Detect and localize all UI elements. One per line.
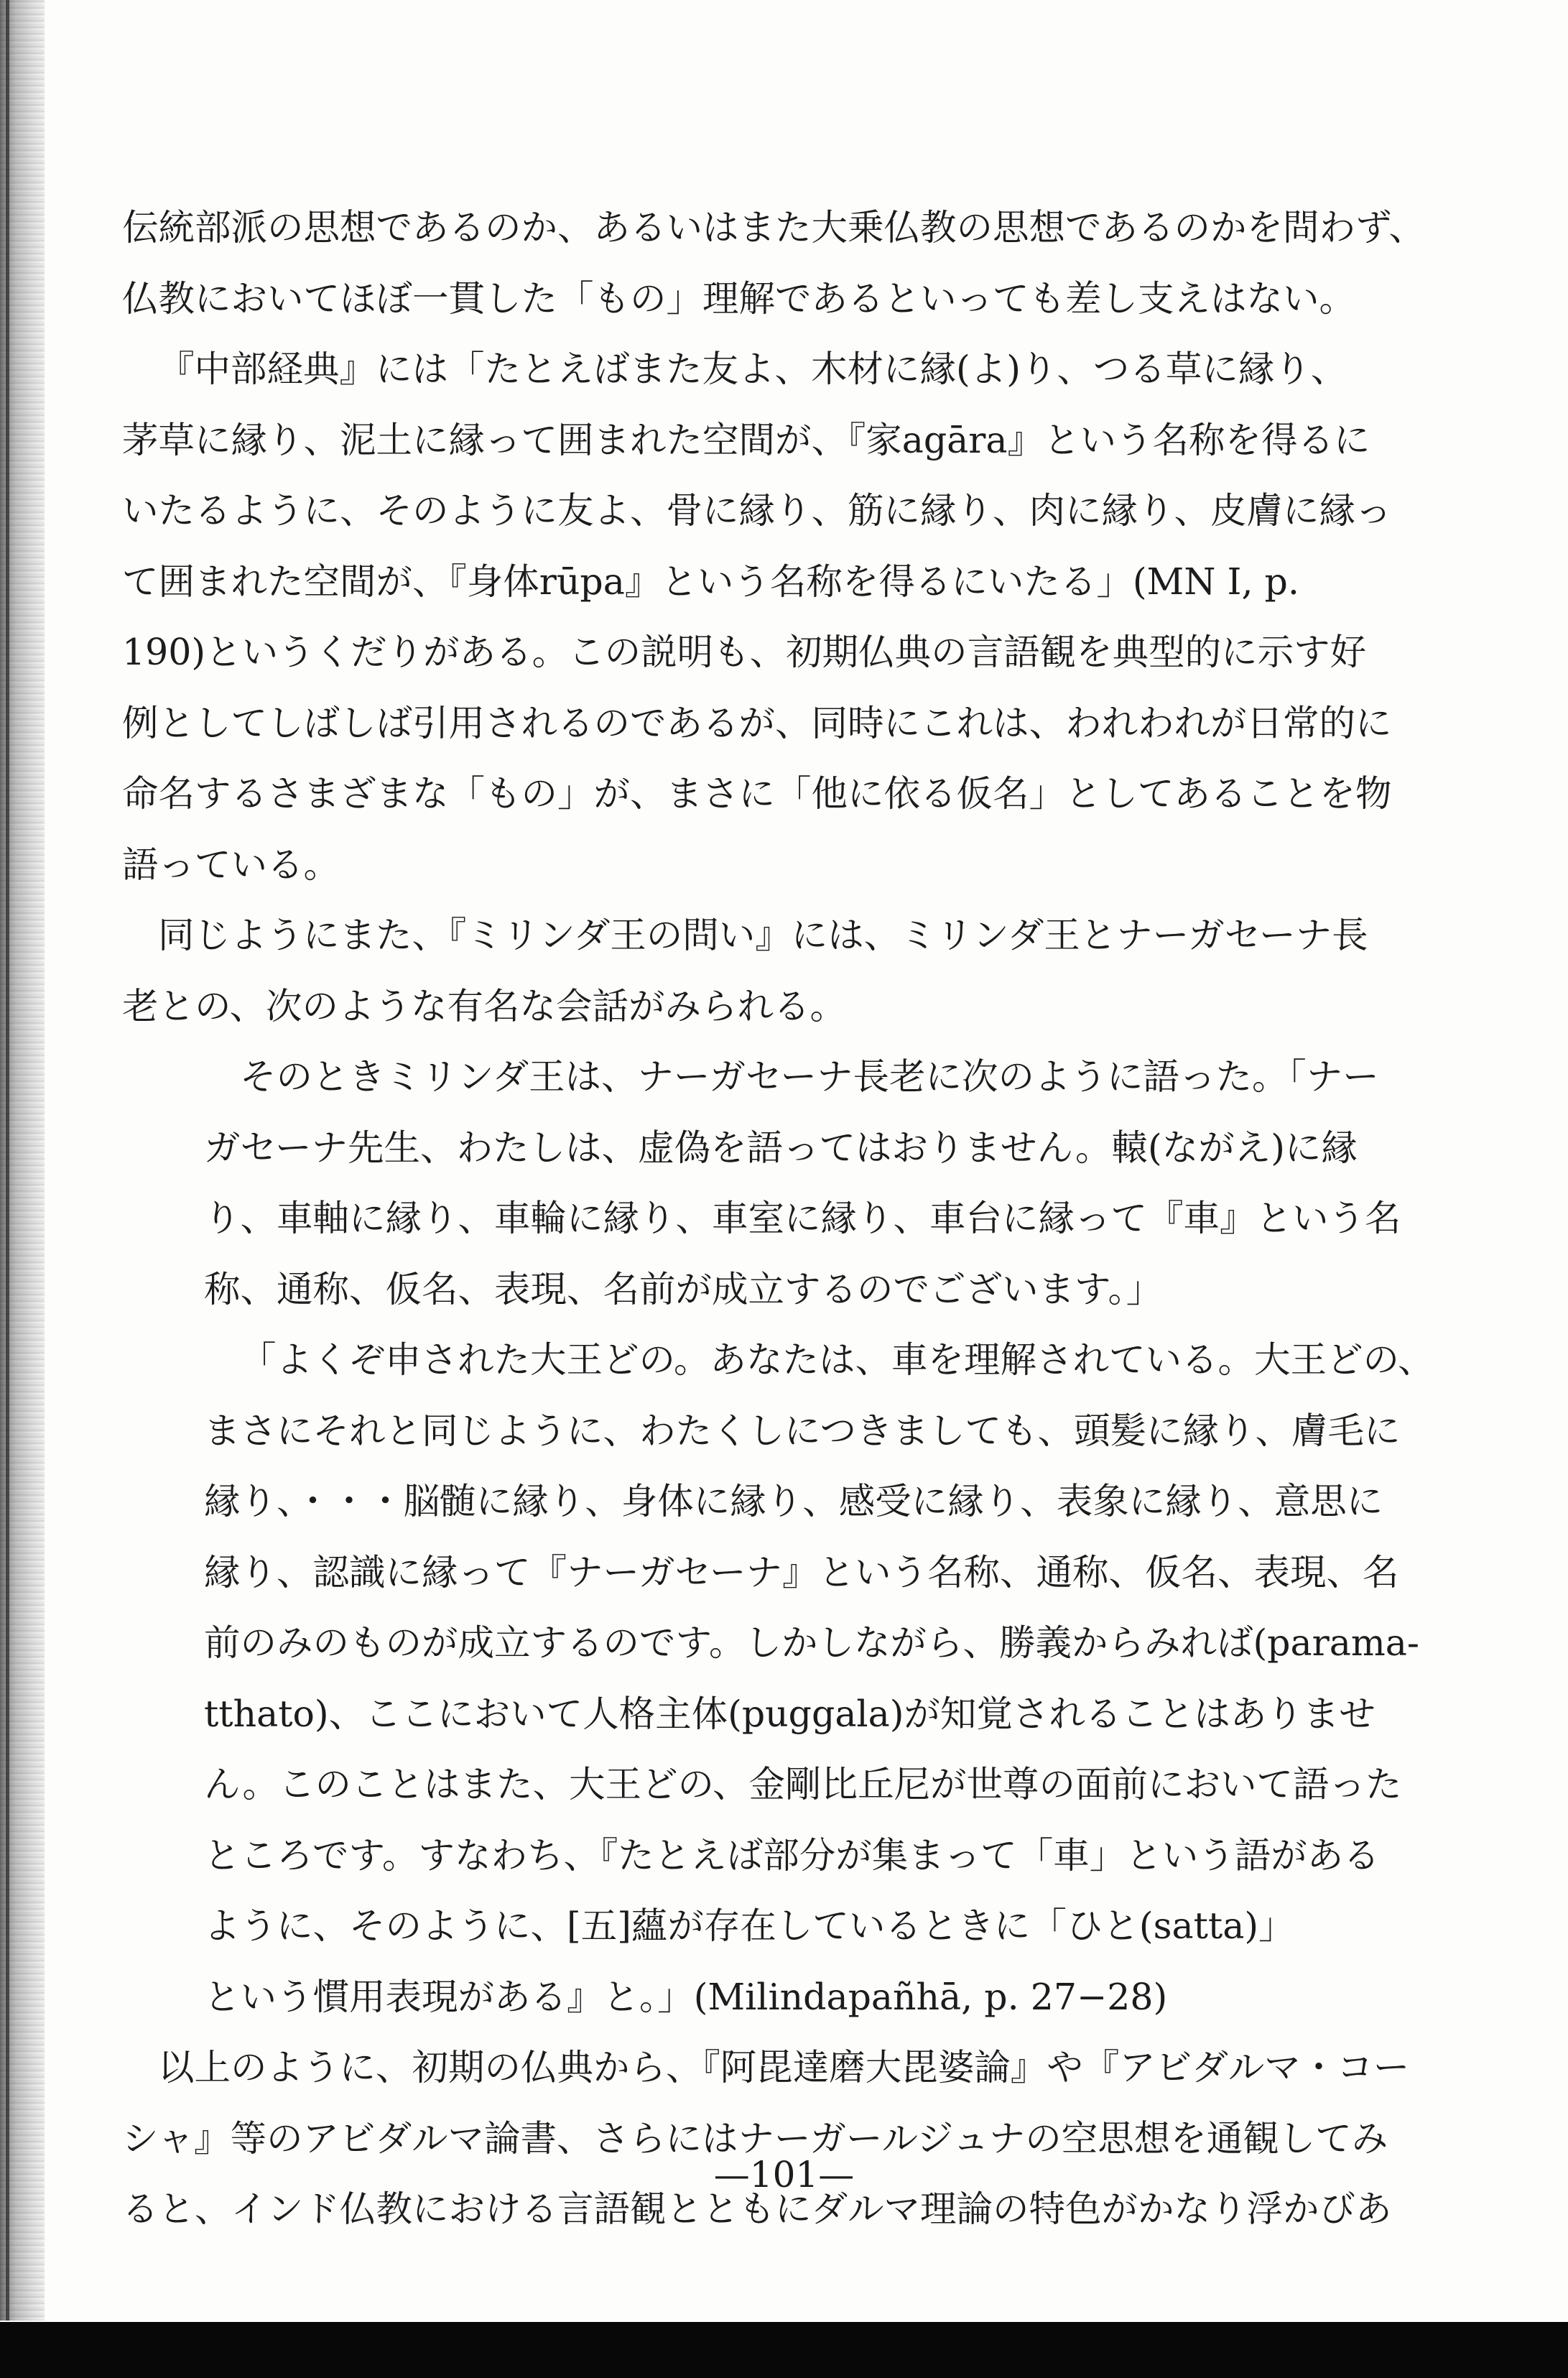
paragraph-2 bbox=[122, 334, 1449, 900]
text-line: 老との、次のような有名な会話がみられる。 bbox=[122, 984, 846, 1027]
text-line: ガセーナ先生、わたしは、虚偽を語ってはおりません。轅(ながえ)に縁 bbox=[204, 1126, 1358, 1169]
page-number: —101— bbox=[713, 2154, 855, 2196]
text-line: 縁り、認識に縁って『ナーガセーナ』という名称、通称、仮名、表現、名 bbox=[204, 1550, 1399, 1593]
text-line: tthato)、ここにおいて人格主体(puggala)が知覚されることはありませ bbox=[204, 1692, 1376, 1735]
text-line: 同じようにまた、『ミリンダ王の問い』には、ミリンダ王とナーガセーナ長 bbox=[158, 914, 1368, 956]
scan-bottom-band bbox=[0, 2322, 1568, 2378]
text-line: 前のみのものが成立するのです。しかしながら、勝義からみれば(parama- bbox=[204, 1621, 1419, 1664]
text-line: まさにそれと同じように、わたくしにつきましても、頭髪に縁り、膚毛に bbox=[204, 1409, 1401, 1452]
paragraph-3 bbox=[122, 900, 1449, 1042]
text-line: 「よくぞ申された大王どの。あなたは、車を理解されている。大王どの、 bbox=[240, 1338, 1434, 1381]
text-line: り、車軸に縁り、車輪に縁り、車室に縁り、車台に縁って『車』という名 bbox=[204, 1197, 1401, 1239]
block-quote-1 bbox=[122, 1042, 1449, 1325]
paragraph-4 bbox=[122, 2032, 1449, 2245]
text-line: いたるように、そのように友よ、骨に縁り、筋に縁り、肉に縁り、皮膚に縁っ bbox=[122, 489, 1392, 532]
text-line: 命名するさまざまな「もの」が、まさに「他に依る仮名」としてあることを物 bbox=[122, 772, 1392, 815]
text-line: 以上のように、初期の仏典から、『阿毘達磨大毘婆論』や『アビダルマ・コー bbox=[158, 2046, 1410, 2088]
text-line: 『中部経典』には「たとえばまた友よ、木材に縁(よ)り、つる草に縁り、 bbox=[158, 348, 1347, 390]
text-line: ん。このことはまた、大王どの、金剛比丘尼が世尊の面前において語った bbox=[204, 1763, 1402, 1805]
body-text bbox=[122, 193, 1449, 2245]
text-line: ように、そのように、[五]蘊が存在しているときに「ひと(satta)」 bbox=[204, 1905, 1295, 1947]
text-line: ると、インド仏教における言語観とともにダルマ理論の特色がかなり浮かびあ bbox=[122, 2188, 1392, 2230]
text-line: 仏教においてほぼ一貫した「もの」理解であるといっても差し支えはない。 bbox=[122, 277, 1355, 320]
text-line: という慣用表現がある』と。」(Milindapañhā, p. 27−28) bbox=[204, 1975, 1168, 2018]
text-line: 茅草に縁り、泥土に縁って囲まれた空間が、『家agāra』という名称を得るに bbox=[122, 418, 1370, 461]
text-line: 伝統部派の思想であるのか、あるいはまた大乗仏教の思想であるのかを問わず、 bbox=[122, 206, 1425, 249]
text-line: そのときミリンダ王は、ナーガセーナ長老に次のように語った。「ナー bbox=[240, 1055, 1379, 1098]
scan-edge-line bbox=[6, 0, 9, 2321]
paragraph-1 bbox=[122, 193, 1449, 334]
text-line: 縁り、・・・脳髄に縁り、身体に縁り、感受に縁り、表象に縁り、意思に bbox=[204, 1480, 1383, 1522]
text-line: 190)というくだりがある。この説明も、初期仏典の言語観を典型的に示す好 bbox=[122, 631, 1367, 673]
text-line: 例としてしばしば引用されるのであるが、同時にこれは、われわれが日常的に bbox=[122, 701, 1392, 744]
text-line: ところです。すなわち、『たとえば部分が集まって「車」という語がある bbox=[204, 1833, 1380, 1877]
text-line: 語っている。 bbox=[122, 843, 340, 886]
text-line: シャ』等のアビダルマ論書、さらにはナーガールジュナの空思想を通観してみ bbox=[122, 2116, 1388, 2160]
text-line: て囲まれた空間が、『身体rūpa』という名称を得るにいたる」(MN Ⅰ, p. bbox=[122, 560, 1299, 603]
block-quote-2 bbox=[122, 1325, 1449, 2032]
text-line: 称、通称、仮名、表現、名前が成立するのでございます。」 bbox=[204, 1267, 1163, 1310]
